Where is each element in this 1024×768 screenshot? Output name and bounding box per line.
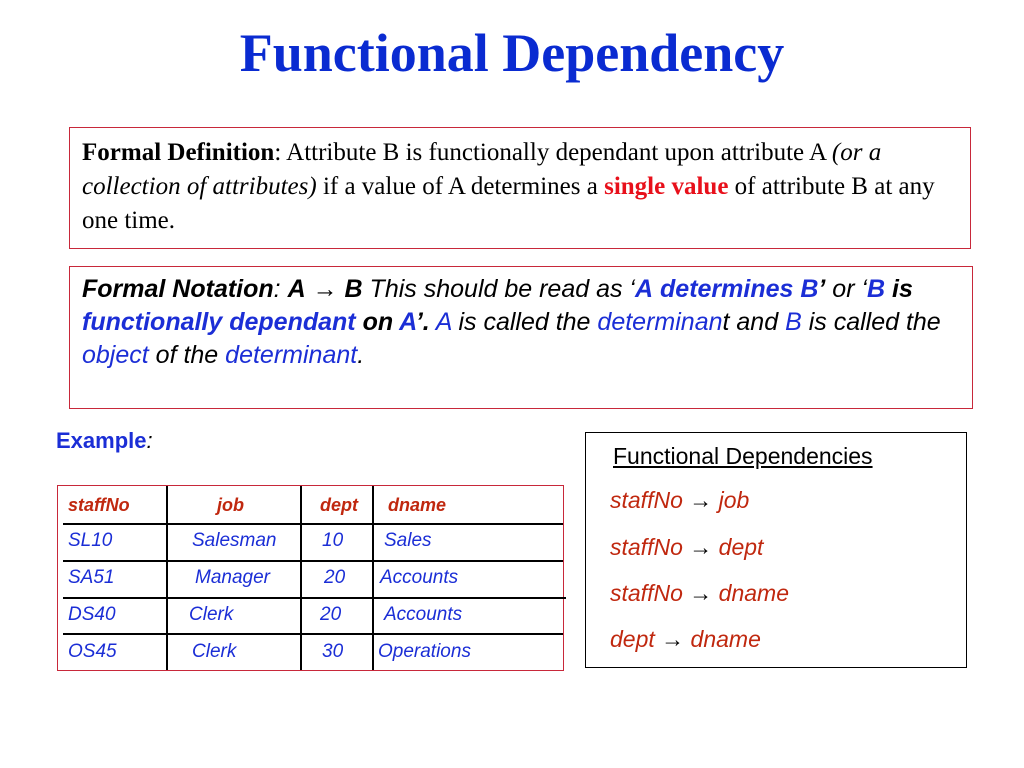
page-title: Functional Dependency (239, 23, 785, 83)
table-row-divider (63, 523, 563, 525)
definition-text-1: : Attribute B is functionally dependant upon attribute A (274, 139, 832, 166)
table-cell: 10 (322, 530, 344, 551)
arrow-icon: → (689, 487, 713, 513)
table-header-job: job (217, 495, 244, 515)
notation-object: object (82, 341, 149, 369)
notation-t-and: t and (722, 308, 786, 336)
dependency-item (610, 487, 749, 514)
notation-determinan: determinan (597, 308, 723, 336)
notation-quote-a2: A (393, 308, 416, 336)
table-cell: OS45 (68, 641, 117, 662)
functional-dependencies-box (585, 432, 967, 668)
notation-determines-b: determines B (660, 275, 819, 303)
table-cell: Clerk (192, 641, 237, 662)
arrow-icon: → (661, 626, 685, 652)
table-cell: 30 (322, 641, 344, 662)
example-label (56, 428, 153, 454)
notation-b2: B (785, 308, 802, 336)
dependency-right: job (718, 487, 750, 513)
table-header-dname: dname (388, 495, 447, 515)
table-row-divider (63, 597, 566, 599)
table-cell: DS40 (68, 604, 116, 625)
notation-a-is: A (429, 308, 452, 336)
definition-highlight: single value (604, 173, 729, 200)
definition-italic: (or a collection of attributes) (82, 139, 882, 200)
notation-a: A (287, 275, 306, 303)
formal-notation-text (82, 273, 960, 372)
notation-of-the: of the (148, 341, 226, 369)
table-cell: Sales (384, 530, 432, 551)
table-cell: Manager (195, 567, 270, 588)
notation-period: . (357, 341, 365, 369)
dependency-left: staffNo (610, 487, 683, 513)
functional-dependencies-title: Functional Dependencies (613, 443, 873, 469)
notation-close-quote-2: ’. (415, 308, 430, 336)
table-cell: Salesman (192, 530, 277, 551)
table-column-divider (372, 486, 374, 670)
table-cell: Clerk (189, 604, 234, 625)
table-cell: SL10 (68, 530, 113, 551)
notation-quote-a: A (635, 275, 654, 303)
example-label-text: Example (56, 428, 147, 453)
table-column-divider (300, 486, 302, 670)
formal-definition-box (69, 127, 971, 249)
notation-colon: : (273, 275, 288, 303)
table-cell: Operations (378, 641, 471, 662)
table-cell: SA51 (68, 567, 115, 588)
arrow-icon: → (312, 275, 338, 303)
example-colon: : (146, 428, 153, 453)
arrow-icon: → (689, 534, 713, 560)
dependency-item (610, 534, 763, 561)
notation-or: or ‘ (825, 275, 868, 303)
table-header-staffno: staffNo (68, 495, 130, 515)
dependency-right: dept (718, 534, 764, 560)
table-row-divider (63, 560, 563, 562)
arrow-icon: → (689, 580, 713, 606)
notation-is-called: is called the (451, 308, 598, 336)
table-cell: 20 (324, 567, 346, 588)
notation-label: Formal Notation (82, 275, 274, 303)
table-cell: 20 (320, 604, 342, 625)
notation-on: on (355, 308, 394, 336)
notation-called-obj: is called the (801, 308, 941, 336)
table-row-divider (63, 633, 563, 635)
notation-close-quote: ’ (818, 275, 826, 303)
dependency-right: dname (690, 626, 761, 652)
definition-label: Formal Definition (82, 139, 275, 166)
formal-notation-box (69, 266, 973, 409)
notation-quote-b: B (867, 275, 886, 303)
definition-text-2: if a value of A determines a (316, 173, 605, 200)
table-column-divider (166, 486, 168, 670)
table-cell: Accounts (380, 567, 459, 588)
dependency-right: dname (718, 580, 789, 606)
dependency-left: staffNo (610, 534, 683, 560)
table-cell: Accounts (384, 604, 463, 625)
formal-definition-text (82, 136, 958, 238)
table-header-dept: dept (320, 495, 358, 515)
notation-is: is (885, 275, 913, 303)
notation-determinant: determinant (225, 341, 358, 369)
dependency-left: dept (610, 626, 655, 652)
notation-read-as: This should be read as ‘ (362, 275, 635, 303)
dependency-item (610, 626, 761, 653)
notation-functionally-dependant: functionally dependant (82, 308, 356, 336)
example-table (57, 485, 564, 671)
definition-text-3: of attribute B at any one time. (82, 173, 935, 234)
notation-b: B (344, 275, 363, 303)
dependency-left: staffNo (610, 580, 683, 606)
dependency-item (610, 580, 789, 607)
